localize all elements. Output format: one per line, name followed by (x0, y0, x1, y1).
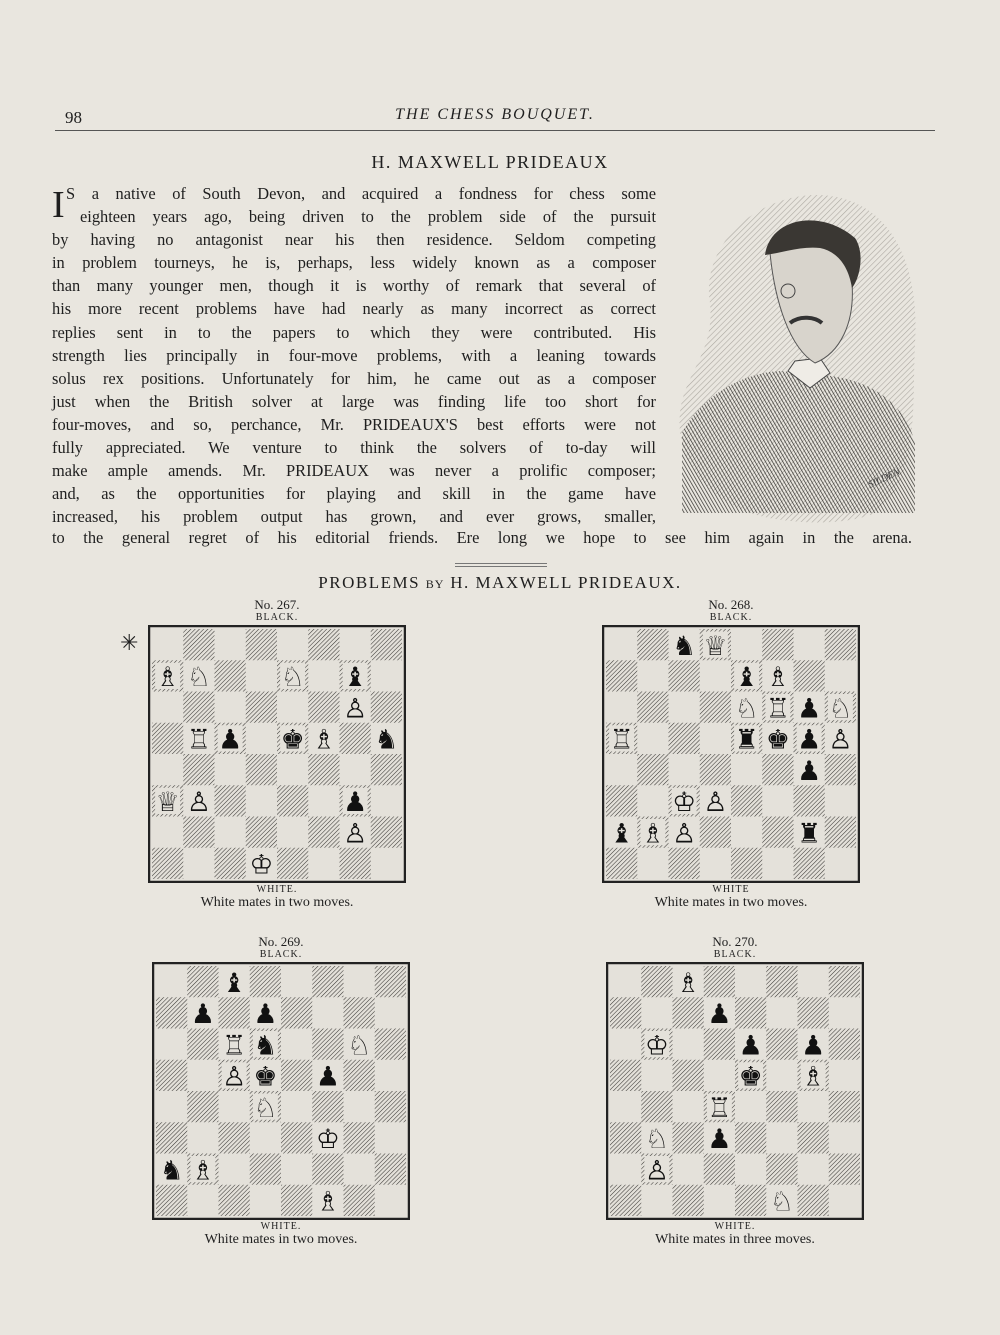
article-title: H. MAXWELL PRIDEAUX (371, 152, 609, 172)
white-bishop-piece: ♗ (155, 662, 180, 694)
white-rook-piece: ♖ (765, 693, 790, 725)
dark-square (156, 1185, 187, 1216)
dark-square (700, 754, 731, 785)
black-label: BLACK. (255, 612, 299, 623)
body-line: make ample amends. Mr. PRIDEAUX was never a prolific composer; (52, 461, 656, 481)
black-bishop-piece: ♝ (609, 818, 634, 850)
dark-square (219, 1122, 250, 1153)
white-rook-piece: ♖ (186, 724, 211, 756)
dark-square (375, 1091, 406, 1122)
white-pawn-piece: ♙ (644, 1155, 669, 1187)
dark-square (375, 1029, 406, 1060)
black-label: BLACK. (259, 949, 303, 960)
black-rook-piece: ♜ (734, 724, 759, 756)
white-pawn-piece: ♙ (703, 787, 728, 819)
white-king-piece: ♔ (249, 849, 274, 881)
dark-square (152, 723, 183, 754)
problems-heading-author: H. MAXWELL PRIDEAUX. (450, 573, 682, 592)
dark-square (277, 848, 308, 879)
white-rook-piece: ♖ (609, 724, 634, 756)
white-knight-piece: ♘ (828, 693, 853, 725)
white-king-piece: ♔ (644, 1030, 669, 1062)
dark-square (798, 1122, 829, 1153)
problem-number: No. 270. (712, 934, 758, 949)
dark-square (344, 1060, 375, 1091)
dark-square (375, 1154, 406, 1185)
chess-problem-267 (146, 598, 408, 910)
body-line: than many younger men, though it is worthy of remark that several of (52, 276, 656, 296)
black-pawn-piece: ♟ (801, 1030, 826, 1062)
black-pawn-piece: ♟ (707, 1124, 732, 1156)
dark-square (673, 1122, 704, 1153)
dark-square (187, 1029, 218, 1060)
dark-square (152, 848, 183, 879)
chess-board (606, 962, 864, 1220)
dark-square (637, 754, 668, 785)
black-pawn-piece: ♟ (190, 999, 215, 1031)
dark-square (704, 1029, 735, 1060)
dark-square (610, 1185, 641, 1216)
dark-square (731, 785, 762, 816)
dark-square (606, 660, 637, 691)
dark-square (766, 1154, 797, 1185)
dark-square (246, 629, 277, 660)
dark-square (344, 997, 375, 1028)
dark-square (183, 817, 214, 848)
white-knight-piece: ♘ (253, 1092, 278, 1124)
portrait-signature: SILDEN (866, 466, 902, 491)
white-bishop-piece: ♗ (676, 967, 701, 999)
problems-heading (200, 573, 800, 593)
dark-square (669, 848, 700, 879)
dark-square (829, 966, 860, 997)
body-line: fully appreciated. We venture to think the solvers of to-day will (52, 438, 656, 458)
problem-number: No. 267. (254, 597, 300, 612)
dark-square (312, 1029, 343, 1060)
white-bishop-piece: ♗ (801, 1061, 826, 1093)
page-number: 98 (65, 108, 82, 127)
dark-square (829, 1029, 860, 1060)
header-rule (55, 130, 935, 131)
dark-square (371, 692, 402, 723)
dark-square (246, 692, 277, 723)
dark-square (250, 966, 281, 997)
dark-square (246, 754, 277, 785)
dark-square (156, 997, 187, 1028)
dark-square (637, 692, 668, 723)
black-king-piece: ♚ (738, 1061, 763, 1093)
chess-board (602, 625, 860, 883)
white-king-piece: ♔ (672, 787, 697, 819)
dark-square (281, 997, 312, 1028)
dark-square (762, 754, 793, 785)
black-rook-piece: ♜ (797, 818, 822, 850)
section-rule (455, 563, 547, 564)
black-pawn-piece: ♟ (707, 999, 732, 1031)
black-pawn-piece: ♟ (343, 787, 368, 819)
white-pawn-piece: ♙ (222, 1061, 247, 1093)
dark-square (215, 660, 246, 691)
dark-square (766, 966, 797, 997)
black-bishop-piece: ♝ (734, 662, 759, 694)
dark-square (312, 1154, 343, 1185)
dark-square (371, 754, 402, 785)
dark-square (610, 1122, 641, 1153)
dark-square (704, 1154, 735, 1185)
body-line: strength lies principally in four-move problems, with a leaning towards (52, 345, 656, 365)
problems-heading-by: BY (425, 577, 445, 591)
problems-heading-word: PROBLEMS (318, 573, 421, 592)
article-body (52, 182, 656, 528)
white-bishop-piece: ♗ (640, 818, 665, 850)
chess-problem-270 (604, 935, 866, 1247)
white-bishop-piece: ♗ (311, 724, 336, 756)
black-bishop-piece: ♝ (222, 967, 247, 999)
dark-square (277, 785, 308, 816)
asterisk-mark: ✳ (120, 630, 139, 655)
dark-square (281, 1060, 312, 1091)
dark-square (606, 785, 637, 816)
body-line: by having no antagonist near his then residence. Seldom competing (52, 230, 656, 250)
body-line: in problem tourneys, he is, perhaps, less widely known as a composer (52, 253, 656, 273)
white-knight-piece: ♘ (186, 662, 211, 694)
body-line: four-moves, and so, perchance, Mr. PRIDEAUX'S best efforts were not (52, 414, 656, 434)
dark-square (641, 966, 672, 997)
dark-square (308, 692, 339, 723)
black-pawn-piece: ♟ (797, 693, 822, 725)
dark-square (375, 966, 406, 997)
body-line: S a native of South Devon, and acquired a fondness for chess some (66, 184, 656, 203)
dark-square (669, 660, 700, 691)
body-line: increased, his problem output has grown, and ever grows, smaller, (52, 507, 656, 527)
dark-square (183, 692, 214, 723)
black-knight-piece: ♞ (374, 724, 399, 756)
dark-square (281, 1122, 312, 1153)
white-label: WHITE. (714, 1221, 756, 1232)
dark-square (281, 1185, 312, 1216)
problem-caption: White mates in three moves. (655, 1232, 815, 1247)
dark-square (156, 1060, 187, 1091)
dark-square (798, 997, 829, 1028)
dark-square (673, 1185, 704, 1216)
white-rook-piece: ♖ (707, 1092, 732, 1124)
black-label: BLACK. (713, 949, 757, 960)
dark-square (610, 997, 641, 1028)
black-knight-piece: ♞ (672, 630, 697, 662)
white-knight-piece: ♘ (347, 1030, 372, 1062)
white-label: WHITE. (256, 884, 298, 895)
black-pawn-piece: ♟ (797, 724, 822, 756)
dark-square (312, 1091, 343, 1122)
white-queen-piece: ♕ (155, 787, 180, 819)
white-pawn-piece: ♙ (343, 693, 368, 725)
dark-square (215, 848, 246, 879)
dark-square (215, 785, 246, 816)
black-pawn-piece: ♟ (738, 1030, 763, 1062)
dark-square (606, 848, 637, 879)
dark-square (183, 629, 214, 660)
dark-square (766, 1091, 797, 1122)
portrait-engraving (670, 183, 925, 523)
dark-square (344, 1185, 375, 1216)
dark-square (246, 817, 277, 848)
dark-square (673, 1060, 704, 1091)
dark-square (669, 723, 700, 754)
dark-square (219, 997, 250, 1028)
white-bishop-piece: ♗ (765, 662, 790, 694)
dark-square (762, 629, 793, 660)
black-king-piece: ♚ (280, 724, 305, 756)
dark-square (766, 1029, 797, 1060)
white-label: WHITE. (260, 1221, 302, 1232)
black-pawn-piece: ♟ (797, 755, 822, 787)
white-pawn-piece: ♙ (828, 724, 853, 756)
dark-square (731, 848, 762, 879)
dark-square (829, 1154, 860, 1185)
body-line: eighteen years ago, being driven to the problem side of the pursuit (80, 207, 656, 227)
white-knight-piece: ♘ (769, 1186, 794, 1218)
white-pawn-piece: ♙ (343, 818, 368, 850)
dark-square (187, 1091, 218, 1122)
dark-square (371, 629, 402, 660)
problem-caption: White mates in two moves. (654, 895, 808, 910)
white-knight-piece: ♘ (734, 693, 759, 725)
dark-square (308, 629, 339, 660)
white-knight-piece: ♘ (644, 1124, 669, 1156)
dark-square (637, 629, 668, 660)
dark-square (829, 1091, 860, 1122)
dark-square (825, 629, 856, 660)
black-pawn-piece: ♟ (253, 999, 278, 1031)
dark-square (340, 848, 371, 879)
problem-caption: White mates in two moves. (200, 895, 354, 910)
black-label: BLACK. (709, 612, 753, 623)
running-head (55, 104, 935, 130)
problem-number: No. 268. (708, 597, 754, 612)
dark-square (762, 817, 793, 848)
dark-square (312, 966, 343, 997)
dark-square (340, 723, 371, 754)
body-line: solus rex positions. Unfortunately for him, he came out as a composer (52, 368, 656, 388)
problem-number: No. 269. (258, 934, 304, 949)
dark-square (794, 660, 825, 691)
dark-square (798, 1185, 829, 1216)
dark-square (183, 754, 214, 785)
black-bishop-piece: ♝ (343, 662, 368, 694)
white-bishop-piece: ♗ (315, 1186, 340, 1218)
chess-problem-268 (600, 598, 862, 910)
dark-square (794, 848, 825, 879)
body-line: replies sent in to the papers to which they were contributed. His (52, 322, 656, 342)
dark-square (371, 817, 402, 848)
drop-cap: I (52, 184, 65, 226)
dark-square (250, 1154, 281, 1185)
dark-square (156, 1122, 187, 1153)
dark-square (700, 692, 731, 723)
black-knight-piece: ♞ (253, 1030, 278, 1062)
body-line: and, as the opportunities for playing and skill in the game have (52, 484, 656, 504)
white-knight-piece: ♘ (280, 662, 305, 694)
dark-square (735, 997, 766, 1028)
running-title: THE CHESS BOUQUET. (395, 106, 595, 123)
white-queen-piece: ♕ (703, 630, 728, 662)
dark-square (825, 754, 856, 785)
chess-board (152, 962, 410, 1220)
dark-square (735, 1185, 766, 1216)
dark-square (641, 1091, 672, 1122)
section-rule (455, 566, 547, 567)
black-king-piece: ♚ (253, 1061, 278, 1093)
body-line: his more recent problems have had nearly as many incorrect as correct (52, 299, 656, 319)
white-bishop-piece: ♗ (190, 1155, 215, 1187)
dark-square (187, 966, 218, 997)
black-knight-piece: ♞ (159, 1155, 184, 1187)
dark-square (344, 1122, 375, 1153)
dark-square (704, 966, 735, 997)
dark-square (735, 1122, 766, 1153)
dark-square (673, 997, 704, 1028)
dark-square (308, 754, 339, 785)
chess-board (148, 625, 406, 883)
white-rook-piece: ♖ (222, 1030, 247, 1062)
chess-problem-269 (150, 935, 412, 1247)
black-king-piece: ♚ (765, 724, 790, 756)
dark-square (308, 817, 339, 848)
body-line: just when the British solver at large was finding life too short for (52, 391, 656, 411)
white-label: WHITE (712, 884, 750, 895)
white-pawn-piece: ♙ (186, 787, 211, 819)
dark-square (700, 817, 731, 848)
dark-square (219, 1185, 250, 1216)
dark-square (610, 1060, 641, 1091)
body-last-line: to the general regret of his editorial friends. Ere long we hope to see him again in the arena. (52, 528, 912, 547)
white-king-piece: ♔ (315, 1124, 340, 1156)
black-pawn-piece: ♟ (218, 724, 243, 756)
black-pawn-piece: ♟ (315, 1061, 340, 1093)
problem-caption: White mates in two moves. (204, 1232, 358, 1247)
white-pawn-piece: ♙ (672, 818, 697, 850)
dark-square (794, 785, 825, 816)
dark-square (825, 817, 856, 848)
